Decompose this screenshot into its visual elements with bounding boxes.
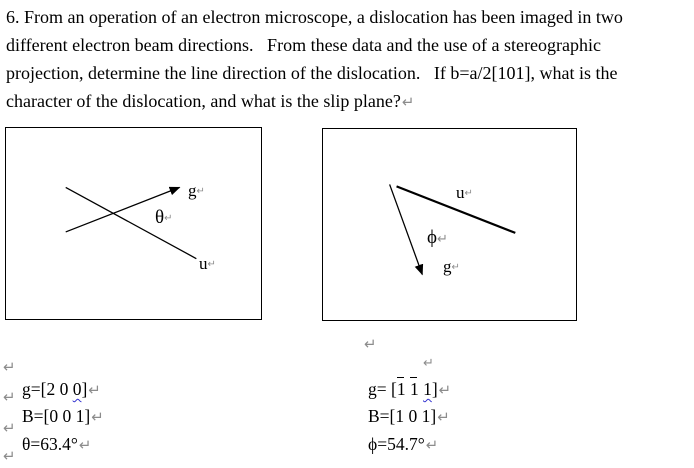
beam-value-text: B=[0 0 1]: [22, 406, 91, 426]
g-value-spellcheck-digit: 1: [423, 379, 432, 399]
g-vector-label: [443, 258, 460, 275]
paragraph-mark: ↵: [207, 259, 216, 270]
paragraph-mark: ↵: [437, 232, 448, 247]
g-vector-arrow: [390, 184, 423, 274]
phi-value-text: ϕ=54.7°: [368, 434, 425, 454]
paragraph-mark: ↵: [196, 186, 205, 197]
theta-angle-label-text: θ: [155, 207, 165, 228]
g-value-barred-digit-1: 1: [396, 379, 406, 399]
g-value-text: g=[2 0: [22, 379, 73, 399]
question-line-1: 6. From an operation of an electron microscope, a dislocation has been imaged in two: [6, 7, 623, 27]
paragraph-mark: ↵: [3, 419, 16, 437]
paragraph-mark: ↵: [464, 188, 473, 199]
g-vector-label-text: g: [188, 181, 197, 200]
paragraph-mark: ↵: [451, 262, 460, 273]
paragraph-mark: ↵: [438, 381, 452, 399]
g-value-barred-digit-2: 1: [409, 379, 419, 399]
u-line-label: [199, 255, 216, 272]
g-value-text: g= [: [368, 379, 397, 399]
diagram-beam-direction-2: [322, 128, 577, 321]
beam-direction-value-right: [368, 406, 450, 426]
g-vector-value-right: [368, 379, 451, 399]
paragraph-mark: ↵: [164, 213, 173, 224]
question-line-3: projection, determine the line direction of the dislocation. If b=a/2[101], what is the: [6, 63, 618, 83]
question-paragraph: [6, 3, 623, 115]
g-value-spellcheck-digit: 0: [72, 379, 82, 399]
paragraph-mark: ↵: [425, 436, 439, 454]
paragraph-mark: ↵: [88, 381, 101, 399]
diagram-left-canvas: [6, 128, 261, 319]
paragraph-mark: ↵: [3, 358, 16, 376]
phi-angle-label-text: ϕ: [427, 227, 438, 248]
g-vector-value-left: [22, 379, 101, 399]
question-line-4-text: character of the dislocation, and what is the slip plane?: [6, 91, 401, 111]
diagram-right-canvas: [323, 129, 576, 320]
paragraph-mark: ↵: [364, 335, 377, 353]
question-line-4: [6, 87, 623, 115]
u-dislocation-line: [66, 187, 197, 258]
diagram-beam-direction-1: [5, 127, 262, 320]
beam-value-text: B=[1 0 1]: [368, 406, 437, 426]
g-vector-label-text: g: [443, 257, 452, 276]
g-vector-label: [188, 182, 205, 199]
question-line-2: different electron beam directions. From these data and the use of a stereographic: [6, 35, 601, 55]
paragraph-mark: ↵: [78, 436, 92, 454]
beam-direction-value-left: [22, 406, 104, 426]
theta-angle-label: [155, 208, 173, 227]
paragraph-mark: ↵: [91, 408, 104, 426]
u-line-label-text: u: [456, 183, 465, 202]
paragraph-mark: ↵: [437, 408, 450, 426]
paragraph-mark: ↵: [423, 356, 434, 371]
phi-angle-value: [368, 434, 438, 454]
g-value-close: ]: [431, 379, 438, 399]
paragraph-mark: ↵: [3, 388, 16, 406]
g-value-close: ]: [81, 379, 88, 399]
theta-angle-value: [22, 434, 91, 454]
u-line-label-text: u: [199, 254, 208, 273]
paragraph-mark: ↵: [401, 93, 415, 111]
u-line-label: [456, 184, 473, 201]
paragraph-mark: ↵: [3, 447, 16, 465]
phi-angle-label: [427, 228, 448, 247]
theta-value-text: θ=63.4°: [22, 434, 78, 454]
